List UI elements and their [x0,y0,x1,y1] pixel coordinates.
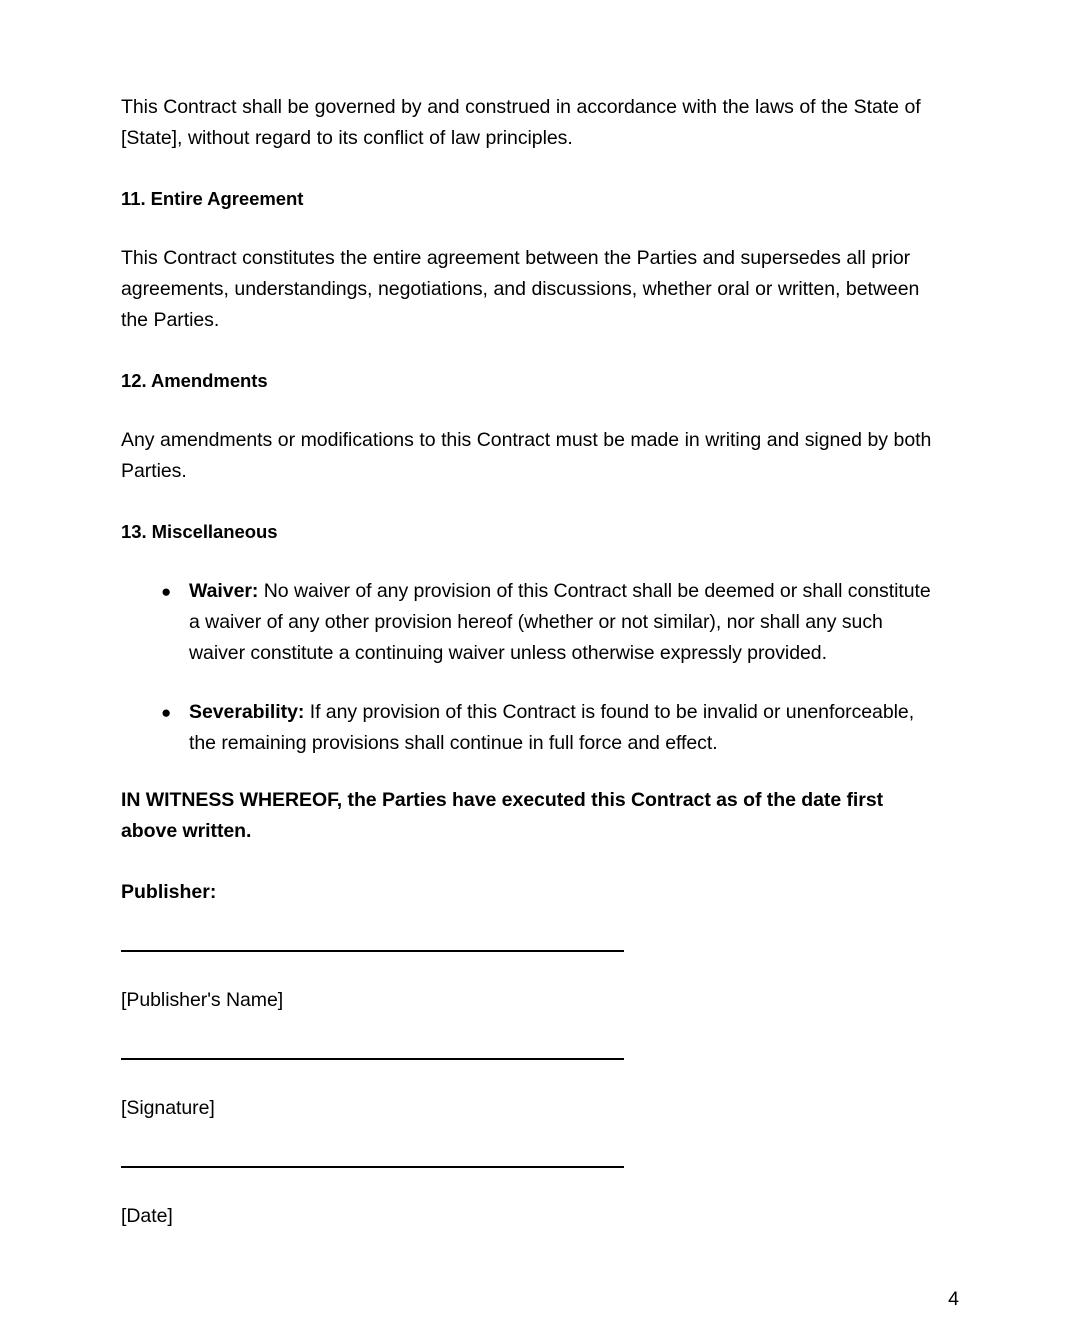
heading-miscellaneous: 13. Miscellaneous [121,521,278,542]
signature-field-date [121,1166,943,1232]
signature-field-label: [Signature] [121,1097,215,1119]
signature-field-signature [121,1058,943,1124]
document-body [121,92,943,1232]
heading-amendments: 12. Amendments [121,370,268,391]
bullet-glyph-icon: ● [161,582,172,601]
signature-rule [121,1166,624,1168]
paragraph-governing-law: This Contract shall be governed by and construed in accordance with the laws of the State of [State], without regard to its conflict of law principles. [121,96,921,149]
bullet-term-waiver: Waiver: [189,580,259,602]
signature-field-publisher-name [121,950,943,1016]
bullet-text-severability: If any provision of this Contract is found to be invalid or unenforceable, the remaining provisions shall continue in full force and effect. [189,701,915,754]
list-item [121,697,943,759]
paragraph-entire-agreement: This Contract constitutes the entire agreement between the Parties and supersedes all prior agreements, understandings, negotiations, and discussions, whether oral or written, between the Parties. [121,247,920,331]
heading-entire-agreement: 11. Entire Agreement [121,188,304,209]
bullet-glyph-icon: ● [161,703,172,722]
miscellaneous-bullet-list [121,576,943,759]
signature-field-label: [Publisher's Name] [121,989,284,1011]
witness-statement: IN WITNESS WHEREOF, the Parties have executed this Contract as of the date first above written. [121,789,884,842]
bullet-term-severability: Severability: [189,701,305,723]
list-item [121,576,943,669]
signature-rule [121,1058,624,1060]
page-number: 4 [948,1288,959,1310]
signature-field-label: [Date] [121,1205,173,1227]
signature-rule [121,950,624,952]
bullet-text-waiver: No waiver of any provision of this Contract shall be deemed or shall constitute a waiver of any other provision hereof (whether or not similar), nor shall any such waiver constitute a continuing waiver unless otherwise expressly provided. [189,580,931,664]
signature-role-label: Publisher: [121,881,217,903]
paragraph-amendments: Any amendments or modifications to this Contract must be made in writing and signed by both Parties. [121,429,932,482]
